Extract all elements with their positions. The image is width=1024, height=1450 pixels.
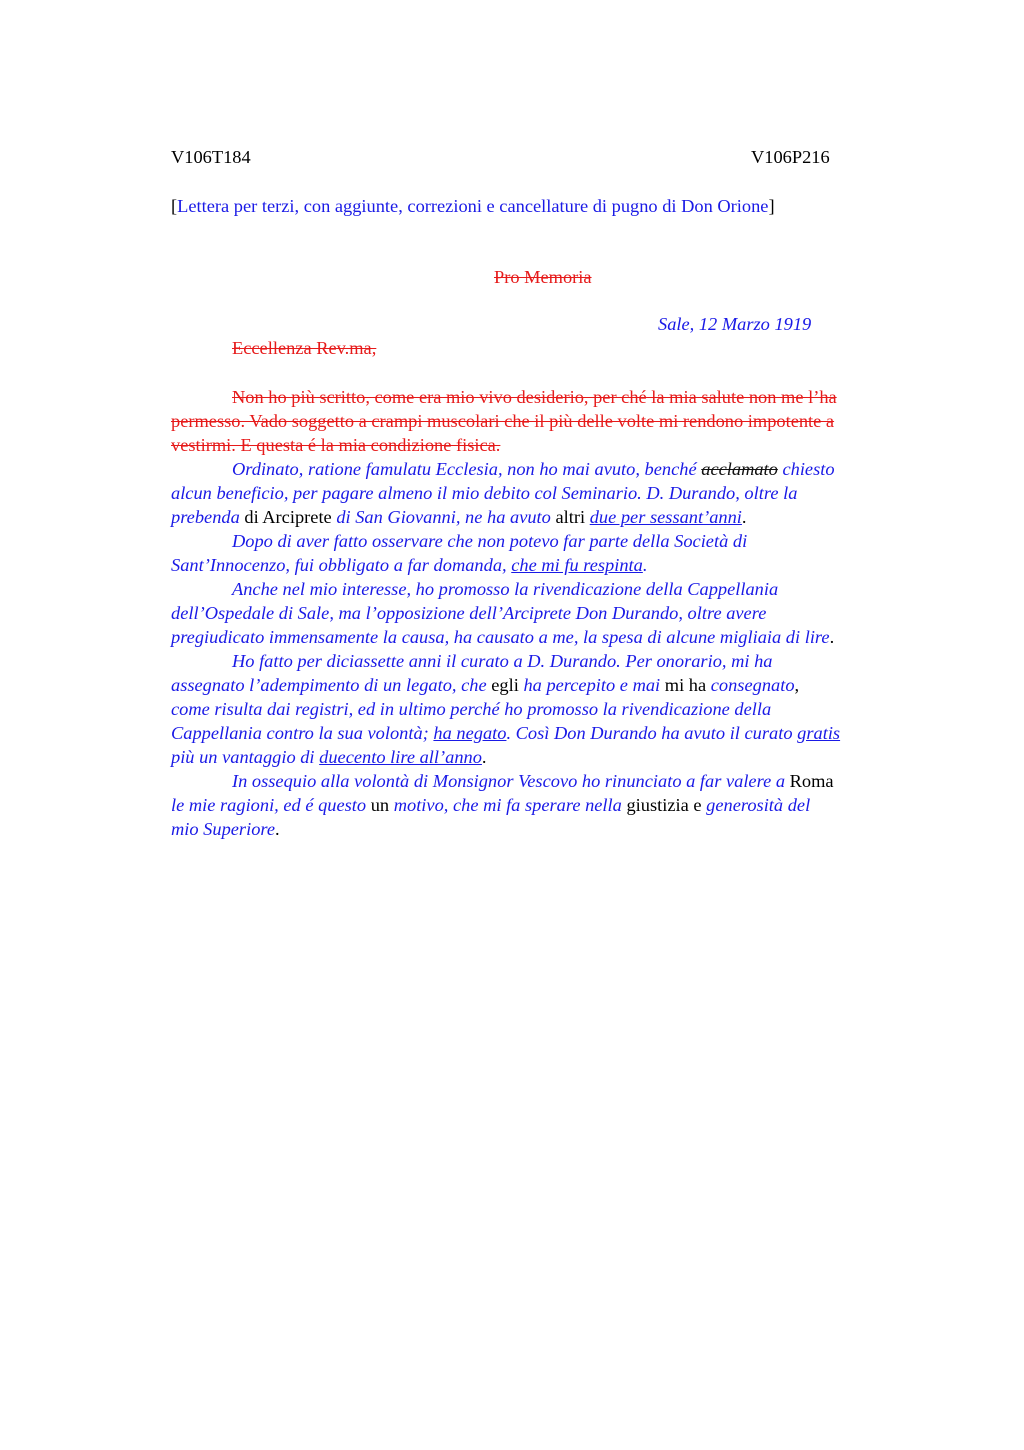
p1-arciprete: di Arciprete	[244, 507, 332, 527]
p5-generosita: generosità del	[706, 795, 811, 815]
code-left: V106T184	[171, 147, 251, 167]
p5-superiore: mio Superiore	[171, 819, 276, 839]
p4-text-l5a: più un vantaggio di	[171, 747, 315, 767]
p4-line-4	[171, 721, 840, 745]
p2-line-1: Dopo di aver fatto osservare che non potevo far parte della Società di	[232, 531, 748, 551]
editorial-note	[171, 196, 775, 217]
p1-due-per-sessant-anni: due per sessant’anni	[589, 507, 742, 527]
p1-period: .	[741, 507, 747, 527]
p1-san-giovanni: di San Giovanni, ne ha avuto	[336, 507, 551, 527]
p4-mi-ha: mi ha	[664, 675, 707, 695]
place-date: Sale, 12 Marzo 1919	[658, 314, 812, 334]
p1-line-1	[232, 457, 835, 481]
p4-ha-negato: ha negato	[433, 723, 507, 743]
p3-line-1: Anche nel mio interesse, ho promosso la rivendicazione della Cappellania	[232, 579, 779, 599]
p4-egli: egli	[491, 675, 519, 695]
p2-respinta: che mi fu respinta	[511, 555, 643, 575]
p1-altri: altri	[555, 507, 586, 527]
p3-period: .	[829, 627, 835, 647]
p4-consegnato: consegnato	[710, 675, 795, 695]
p5-un: un	[370, 795, 390, 815]
p4-text-l4a: Cappellania contro la sua volontà;	[171, 723, 429, 743]
p2-text-a: Sant’Innocenzo, fui obbligato a far domanda,	[171, 555, 507, 575]
p2-line-2	[171, 553, 647, 577]
document-title: Pro Memoria	[494, 267, 592, 287]
p5-text-l2a: le mie ragioni, ed é questo	[171, 795, 367, 815]
p1-text-a: Ordinato, ratione famulatu Ecclesia, non ho mai avuto, benché	[232, 459, 697, 479]
p5-giustizia: giustizia e	[626, 795, 702, 815]
p4-text-a: assegnato l’adempimento di un legato, che	[171, 675, 487, 695]
p4-line-1: Ho fatto per diciassette anni il curato a D. Durando. Per onorario, mi ha	[232, 651, 773, 671]
cancelled-line-2: permesso. Vado soggetto a crampi muscolari che il più delle volte mi rendono impotente a	[171, 411, 835, 431]
p1-line-3	[171, 505, 747, 529]
p5-line-1	[232, 769, 834, 793]
p5-text-a: In ossequio alla volontà di Monsignor Vescovo ho rinunciato a far valere a	[232, 771, 786, 791]
p2-period: .	[642, 555, 648, 575]
p3-text-a: pregiudicato immensamente la causa, ha causato a me, la spesa di alcune migliaia di lire	[171, 627, 830, 647]
p5-roma: Roma	[789, 771, 834, 791]
p4-line-2	[171, 673, 799, 697]
p4-comma: ,	[794, 675, 800, 695]
p4-percepito: ha percepito e mai	[523, 675, 661, 695]
p4-period: .	[481, 747, 487, 767]
code-right: V106P216	[751, 147, 830, 167]
note-close-bracket: ]	[768, 196, 775, 216]
p4-gratis: gratis	[797, 723, 841, 743]
p4-duecento-lire: duecento lire all’anno	[319, 747, 482, 767]
p5-line-3	[171, 817, 280, 841]
cancelled-line-1: Non ho più scritto, come era mio vivo desiderio, per ché la mia salute non me l’ha	[232, 387, 837, 407]
p1-prebenda: prebenda	[171, 507, 240, 527]
note-open-bracket: [	[171, 196, 178, 216]
note-text: Lettera per terzi, con aggiunte, correzioni e cancellature di pugno di Don Orione	[177, 196, 769, 216]
p3-line-3	[171, 625, 834, 649]
p1-text-b: chiesto	[782, 459, 835, 479]
p5-text-l2c: motivo, che mi fa sperare nella	[393, 795, 622, 815]
p5-period: .	[275, 819, 280, 839]
p4-text-l4c: . Così Don Durando ha avuto il curato	[506, 723, 793, 743]
p1-line-2: alcun beneficio, per pagare almeno il mio debito col Seminario. D. Durando, oltre la	[171, 483, 798, 503]
p3-line-2: dell’Ospedale di Sale, ma l’opposizione dell’Arciprete Don Durando, oltre avere	[171, 603, 767, 623]
p4-line-3: come risulta dai registri, ed in ultimo perché ho promosso la rivendicazione della	[171, 699, 772, 719]
p5-line-2	[171, 793, 810, 817]
salutation: Eccellenza Rev.ma,	[232, 338, 377, 358]
p4-line-5	[171, 745, 487, 769]
cancelled-line-3: vestirmi. E questa é la mia condizione fisica.	[171, 435, 501, 455]
p1-struck-word: acclamato	[701, 459, 778, 479]
